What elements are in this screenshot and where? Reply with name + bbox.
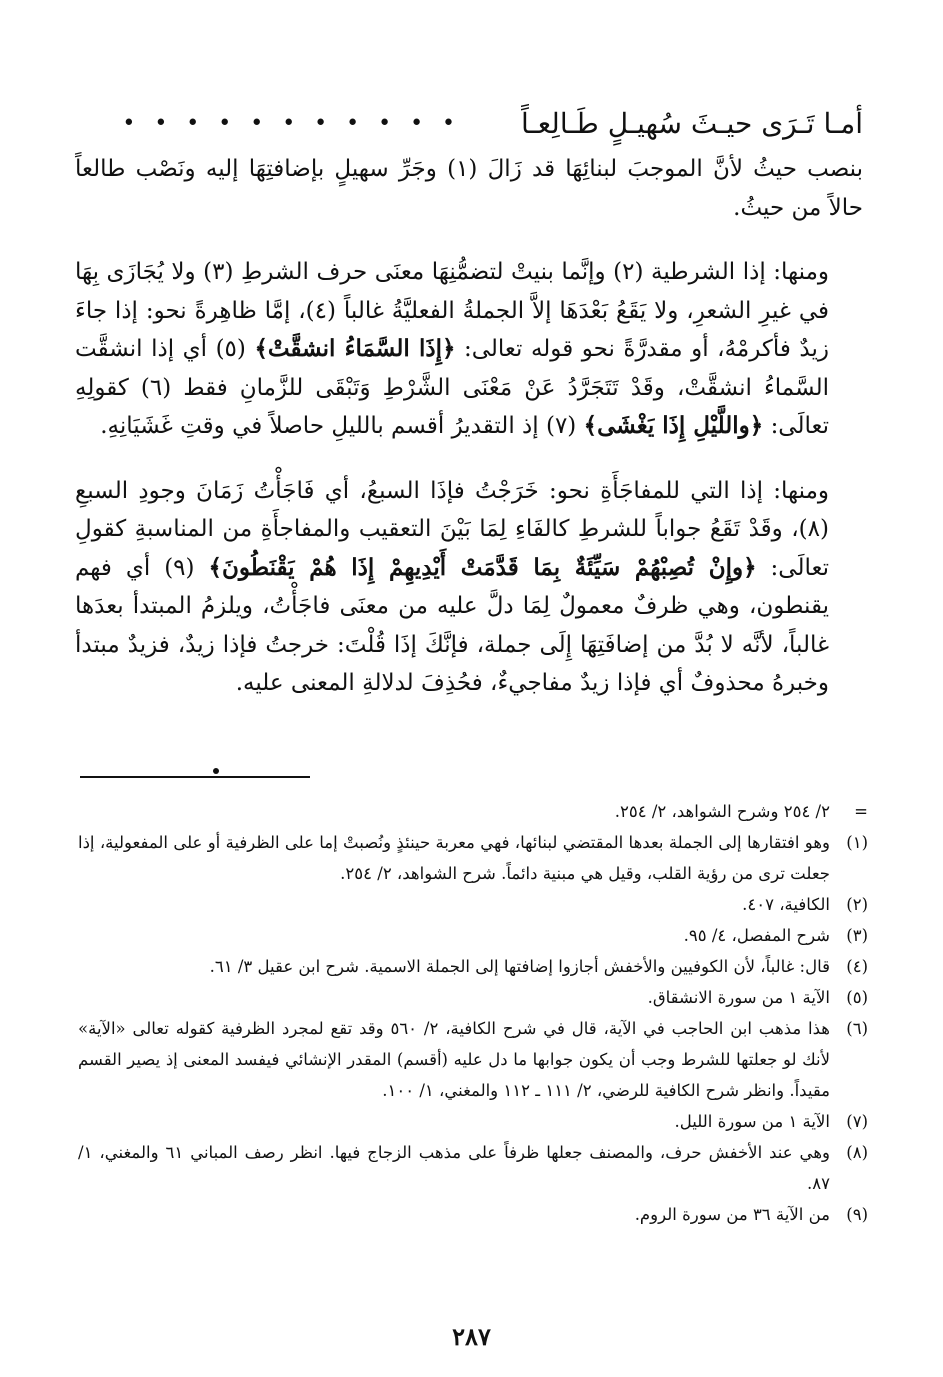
footnote-1 — [78, 827, 868, 889]
footnote-number: (٨) — [846, 1143, 868, 1162]
footnote-number: (٦) — [846, 1019, 868, 1038]
footnote-number: (٢) — [846, 895, 868, 914]
footnote-text: قال: غالباً، لأن الكوفيين والأخفش أجازوا إضافتها إلى الجملة الاسمية. شرح ابن عقيل ٣/ ٦١. — [209, 957, 830, 976]
footnote-number: (٥) — [846, 988, 868, 1007]
footnote-number: (٩) — [846, 1205, 868, 1224]
footnote-number: (٤) — [846, 957, 868, 976]
footnote-6 — [78, 1013, 868, 1106]
footnote-text: شرح المفصل، ٤/ ٩٥. — [683, 926, 830, 945]
footnote-text: وهو افتقارها إلى الجملة بعدها المقتضي لبنائها، فهي معربة حينئذٍ ونُصبتْ إما على الظرفية أو على المفعولية، إذا جعلت ترى من رؤية القلب، وقيل هي مبنية دائماً. شرح الشواهد، ٢/ ٢٥٤. — [78, 833, 830, 883]
footnote-3 — [78, 920, 868, 951]
footnote-8 — [78, 1137, 868, 1199]
footnote-number: = — [854, 802, 868, 821]
separator-dot — [213, 768, 219, 774]
text-run: ومنها: إذا التي للمفاجَأَةِ نحو: خَرَجْتُ فإذَا السبعُ، أي فَاجَأْتُ زَمَانَ وجودِ السبعِ (٨)، وقَدْ تَقَعُ جواباً للشرطِ كالفَاءِ لِمَا بَيْنَ التعقيب والمفاجأَةِ من المناسبةِ كقولِ تعالَى: — [75, 477, 829, 581]
paragraph-2 — [75, 253, 863, 446]
quran-quote: ﴿إِذَا السَّمَاءُ انشقَّتْ﴾ — [254, 335, 456, 362]
paragraph-3 — [75, 472, 863, 703]
footnote-text: الآية ١ من سورة الليل. — [674, 1112, 830, 1131]
footnote-4 — [78, 951, 868, 982]
footnote-number: (٧) — [846, 1112, 868, 1131]
footnote-2 — [78, 889, 868, 920]
paragraph-1: بنصب حيثُ لأنَّ الموجبَ لبنائِهَا قد زَالَ (١) وجَرِّ سهيلٍ بإضافتِهَا إليه ونَصْب طالعاً حالاً من حيثُ. — [75, 156, 863, 221]
footnote-7 — [78, 1106, 868, 1137]
poetry-verse — [73, 98, 863, 148]
main-text — [75, 150, 863, 703]
text-run: (٧) إذ التقديرُ أقسم بالليلِ حاصلاً في وقتِ غَشَيَانِهِ. — [100, 413, 577, 439]
footnote-text: الكافية، ٤٠٧. — [742, 895, 830, 914]
quran-quote: ﴿وإِنْ تُصِبْهُمْ سَيِّئَةٌ بِمَا قَدَّمَتْ أَيْدِيهِمْ إِذَا هُمْ يَقْنَطُونَ﴾ — [208, 553, 757, 581]
text-run: (٩) أي فهم يقنطون، وهي ظرفٌ معمولٌ لِمَا دلَّ عليه من معنَى فاجَأْتُ، ويلزمُ المبتدأ بعدَها غالباً، لأنَّه لا بُدَّ من إضافَتِهَا إِلَى جملة، فإنَّكَ إذَا قُلْتَ: خرجتُ فإذا زيدٌ، فزيدٌ مبتدأ وخبرهُ محذوفٌ أي فإذا زيدٌ مفاجيءٌ، فحُذِفَ لدلالةِ المعنى عليه. — [75, 554, 829, 696]
text-run: ومنها: إذا الشرطية (٢) وإنَّما بنيتْ لتضمُّنِهَا معنَى حرف الشرطِ (٣) ولا يُجَازَى بِهَا في غيرِ الشعرِ، ولا يَقَعُ بَعْدَهَا إلاَّ الجملةُ الفعليَّةُ غالباً (٤)، إمَّا ظاهِرةً نحو: إذا جاءَ زيدٌ فأكرمْهُ، أو مقدرَّةً نحو قوله تعالى: — [75, 259, 830, 362]
footnote-separator — [80, 776, 310, 778]
footnote-9 — [78, 1199, 868, 1230]
verse-dots: • • • • • • • • • • • — [122, 110, 462, 136]
text-run: (٥) أي إذا انشقَّت السَّماءُ انشقَّتْ، وقَدْ تَتَجَرَّدُ عَنْ مَعْنَى الشَّرْطِ وَتَبْقَى للزَّمانِ فقط (٦) كقولِهِ تعالَى: — [75, 336, 829, 439]
footnote-number: (١) — [846, 833, 868, 852]
footnote-text: وهي عند الأخفش حرف، والمصنف جعلها ظرفاً على مذهب الزجاج فيها. انظر رصف المباني ٦١ والمغني، ١/ ٨٧. — [78, 1143, 830, 1193]
footnote-number: (٣) — [846, 926, 868, 945]
quran-quote: ﴿واللَّيْلِ إِذَا يَغْشَى﴾ — [583, 412, 764, 439]
verse-hemistich: أمـا تَـرَى حيـثَ سُهيـلٍ طَـالِعـاً — [521, 106, 863, 140]
footnote-continued — [78, 796, 868, 827]
footnote-text: من الآية ٣٦ من سورة الروم. — [634, 1205, 830, 1224]
footnote-text: هذا مذهب ابن الحاجب في الآية، قال في شرح الكافية، ٢/ ٥٦٠ وقد تقع لمجرد الظرفية كقوله تعالى «الآية» لأنك لو جعلتها للشرط وجب أن يكون جوابها ما دل عليه (أقسم) المقدر الإنشائي فيفسد المعنى إذ يصير القسم مقيداً. وانظر شرح الكافية للرضي، ٢/ ١١١ ـ ١١٢ والمغني، ١/ ١٠٠. — [78, 1019, 830, 1100]
footnote-text: الآية ١ من سورة الانشقاق. — [647, 988, 830, 1007]
footnote-text: ٢/ ٢٥٤ وشرح الشواهد، ٢/ ٢٥٤. — [614, 802, 830, 821]
footnotes — [78, 796, 868, 1230]
page-number: ٢٨٧ — [452, 1322, 491, 1351]
footnote-5 — [78, 982, 868, 1013]
